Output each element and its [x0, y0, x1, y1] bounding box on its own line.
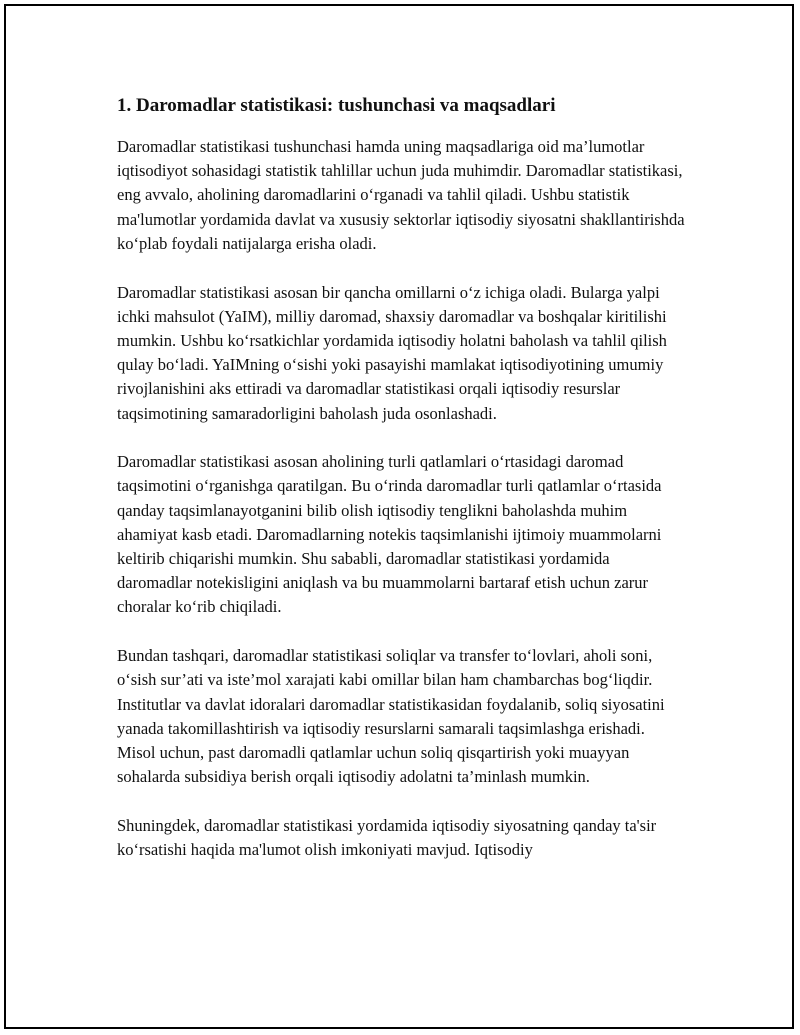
- paragraph-3: Daromadlar statistikasi asosan aholining turli qatlamlari o‘rtasidagi daromad taqsimotini o‘rganishga qaratilgan. Bu o‘rinda daromadlar turli qatlamlar o‘rtasida qanday taqsimlanayotganini bilib olish iqtisodiy tenglikni baholashda muhim ahamiyat kasb etadi. Daromadlarning notekis taqsimlanishi ijtimoiy muammolarni keltirib chiqarishi mumkin. Shu sababli, daromadlar statistikasi yordamida daromadlar notekisligini aniqlash va bu muammolarni bartaraf etish uchun zarur choralar ko‘rib chiqiladi.: [117, 452, 662, 617]
- section-heading: 1. Daromadlar statistikasi: tushunchasi va maqsadlari: [117, 95, 556, 116]
- paragraph-1: Daromadlar statistikasi tushunchasi hamda uning maqsadlariga oid ma’lumotlar iqtisodiyot sohasidagi statistik tahlillar uchun juda muhimdir. Daromadlar statistikasi, eng avvalo, aholining daromadlarini o‘rganadi va tahlil qiladi. Ushbu statistik ma'lumotlar yordamida davlat va xususiy sektorlar iqtisodiy siyosatni shakllantirishda ko‘plab foydali natijalarga erisha oladi.: [117, 137, 685, 253]
- paragraph-5: Shuningdek, daromadlar statistikasi yordamida iqtisodiy siyosatning qanday ta'sir ko‘rsatishi haqida ma'lumot olish imkoniyati mavjud. Iqtisodiy: [117, 815, 657, 860]
- paragraph-4: Bundan tashqari, daromadlar statistikasi soliqlar va transfer to‘lovlari, aholi soni, o‘sish sur’ati va iste’mol xarajati kabi omillar bilan ham chambarchas bog‘liqdir. Institutlar va davlat idoralari daromadlar statistikasidan foydalanib, soliq siyosatini yanada takomillashtirish va iqtisodiy resurslarni samarali taqsimlashga erishadi. Misol uchun, past daromadli qatlamlar uchun soliq qisqartirish yoki muayyan sohalarda subsidiya berish orqali iqtisodiy adolatni ta’minlash mumkin.: [117, 646, 665, 787]
- document-body: [117, 94, 687, 887]
- paragraph-2: Daromadlar statistikasi asosan bir qancha omillarni o‘z ichiga oladi. Bularga yalpi ichki mahsulot (YaIM), milliy daromad, shaxsiy daromadlar va boshqalar kiritilishi mumkin. Ushbu ko‘rsatkichlar yordamida iqtisodiy holatni baholash va tahlil qilish qulay bo‘ladi. YaIMning o‘sishi yoki pasayishi mamlakat iqtisodiyotining umumiy rivojlanishini aks ettiradi va daromadlar statistikasi orqali iqtisodiy resurslar taqsimotining samaradorligini baholash juda osonlashadi.: [117, 282, 667, 423]
